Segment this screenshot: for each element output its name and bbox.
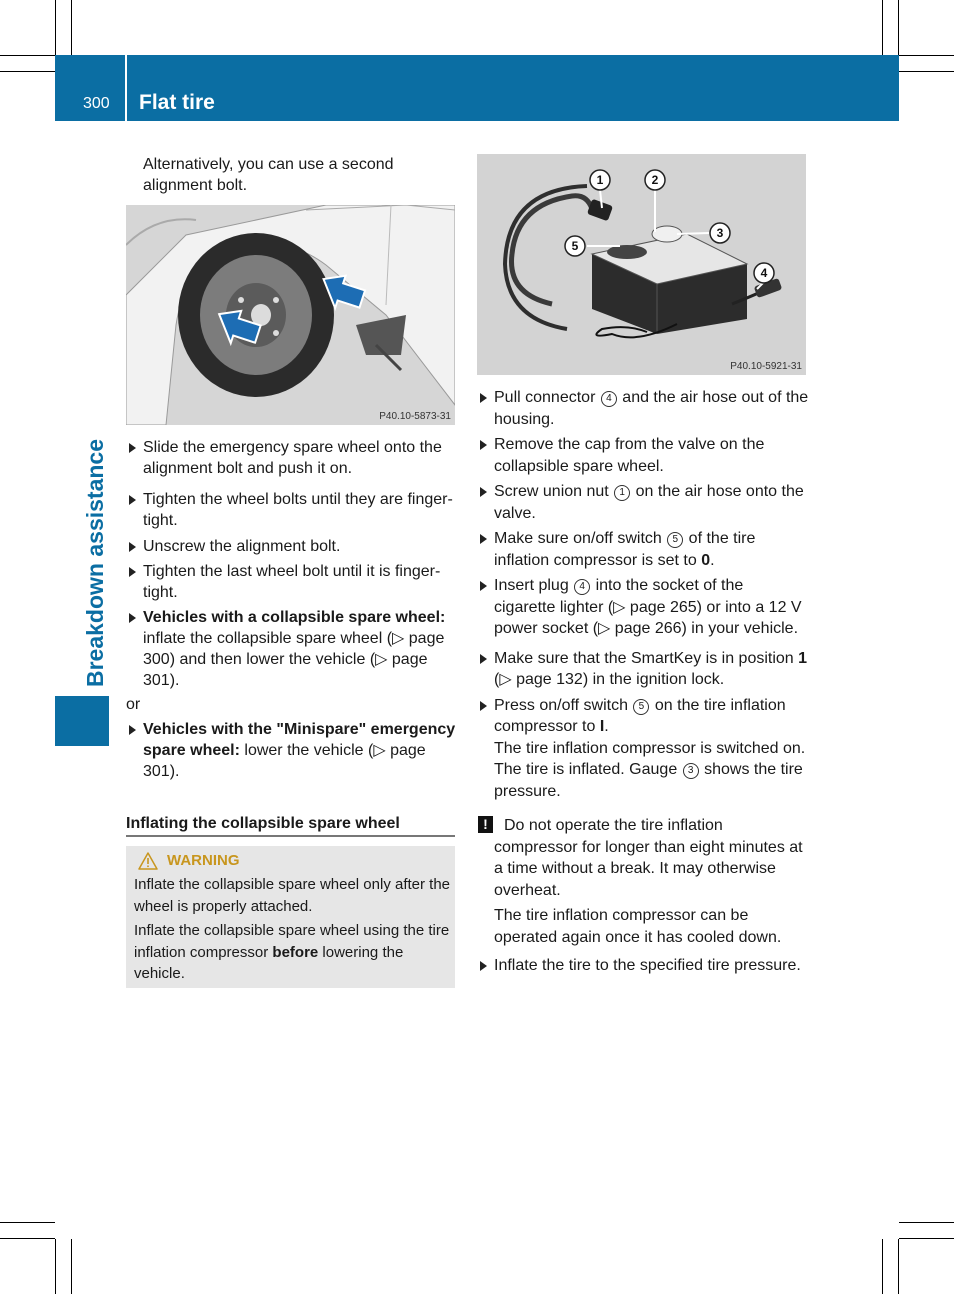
list-item-text: and the air hose out of the housing. [494,389,809,428]
callout-label: 2 [651,173,659,187]
crop-mark [898,1239,899,1294]
callout-ref: 4 [574,579,590,595]
warning-text-bold: before [272,943,319,961]
crop-mark [899,55,954,56]
list-item-text: into the socket of the cigarette lighter (▷ page 265) or into a 12 V power socket (▷ page 266) in your vehicle. [494,577,802,637]
crop-mark [55,0,56,55]
header-divider [125,55,127,121]
list-item [477,695,809,738]
section-subheading: Inflating the collapsible spare wheel [126,815,400,832]
crop-mark [882,1239,883,1294]
list-item [477,528,809,571]
page-title: Flat tire [139,91,215,114]
compressor-illustration [477,154,806,375]
crop-mark [899,1222,954,1223]
callout-4 [754,263,774,283]
list-item-bold: Vehicles with the "Minispare" emergency spare wheel: [143,721,456,759]
result-text [477,738,809,803]
list-item [126,719,456,782]
warning-text: Inflate the collapsible spare wheel only after the wheel is properly attached. [134,876,451,915]
callout-label: 5 [571,239,579,253]
callout-ref: 5 [633,699,649,715]
list-item-text: of the tire inflation compressor is set to [494,530,756,569]
crop-mark [0,1222,55,1223]
crop-mark [0,55,55,56]
crop-mark [0,71,55,72]
list-item-text: Press on/off switch [494,696,633,714]
list-item-text: Screw union nut [494,483,614,500]
list-item-bold: 0 [701,551,711,569]
list-item-text: Insert plug [494,577,574,594]
callout-2 [645,170,665,190]
warning-box [126,846,455,988]
list-item: Remove the cap from the valve on the collapsible spare wheel. [477,434,809,477]
subheading [126,813,455,834]
list-item: Tighten the wheel bolts until they are finger-tight. [126,489,456,531]
crop-mark [71,0,72,55]
warning-title: WARNING [167,852,240,869]
chapter-tab [55,120,109,746]
left-column-intro [143,154,443,196]
warning-text-part: Inflate the collapsible spare wheel using the tire inflation compressor [134,922,450,961]
crop-mark [55,1239,56,1294]
caution-text: Do not operate the tire inflation compressor for longer than eight minutes at a time without a break. It may otherwise overheat. [494,817,803,899]
chapter-label: Breakdown assistance [82,438,108,687]
figure-code: P40.10-5921-31 [730,361,802,372]
callout-1 [590,170,610,190]
callout-3 [710,223,730,243]
callout-label: 1 [596,173,604,187]
list-item-text: Make sure that the SmartKey is in position [494,649,799,667]
list-item-text: Pull connector [494,389,600,406]
list-item-bold: I [599,718,605,735]
list-item: Unscrew the alignment bolt. [126,536,456,557]
list-item-text: on the tire inflation compressor to [494,696,786,735]
compressor-figure [477,154,806,375]
right-steps [477,387,809,977]
callout-ref: 4 [601,391,617,407]
warning-text [134,920,452,985]
list-item-text: . [604,718,609,735]
list-item-bold: Vehicles with a collapsible spare wheel: [143,609,446,626]
heading-rule [126,835,455,837]
crop-mark [899,71,954,72]
crop-mark [898,0,899,55]
crop-mark [71,1239,72,1294]
left-steps [126,437,456,782]
list-item: Inflate the tire to the specified tire pressure. [477,955,809,977]
crop-mark [0,1238,55,1239]
list-item [477,481,809,524]
list-item-text: (▷ page 132) in the ignition lock. [494,671,725,688]
list-item [126,607,456,691]
list-item: Slide the emergency spare wheel onto the alignment bolt and push it on. [126,437,456,479]
list-item-text: . [710,551,715,569]
list-item [477,387,809,430]
caution-note [477,815,809,948]
list-item-text: inflate the collapsible spare wheel (▷ page 300) and then lower the vehicle (▷ page 301). [143,630,445,689]
page-header [55,55,899,121]
callout-label: 4 [760,266,768,280]
page-number: 300 [83,95,110,112]
list-item-text: on the air hose onto the valve. [494,483,804,522]
result-text-part: The tire inflation compressor is switched on. The tire is inflated. Gauge [494,739,806,778]
result-text-part: shows the tire pressure. [494,761,803,800]
caution-icon: ! [478,816,493,833]
warning-triangle-icon [138,852,158,870]
list-item [477,648,809,691]
callout-ref: 3 [683,763,699,779]
crop-mark [882,0,883,55]
warning-header [138,850,240,872]
warning-text-part: lowering the vehicle. [134,943,404,982]
spare-wheel-illustration [126,205,455,425]
callout-5 [565,236,585,256]
spare-wheel-figure [126,205,455,425]
list-item-text: lower the vehicle (▷ page 301). [143,742,426,780]
chapter-tab-marker [55,696,109,746]
callout-ref: 5 [667,532,683,548]
callout-ref: 1 [614,485,630,501]
or-text: or [126,696,141,713]
callout-label: 3 [716,226,724,240]
crop-mark [899,1238,954,1239]
list-item: Tighten the last wheel bolt until it is finger-tight. [126,561,456,603]
caution-text: The tire inflation compressor can be operated again once it has cooled down. [494,907,782,946]
intro-text: Alternatively, you can use a second alignment bolt. [143,156,394,194]
list-item-text: Make sure on/off switch [494,530,667,547]
list-item [477,575,809,640]
figure-code: P40.10-5873-31 [379,411,451,422]
list-item-bold: 1 [798,649,808,667]
